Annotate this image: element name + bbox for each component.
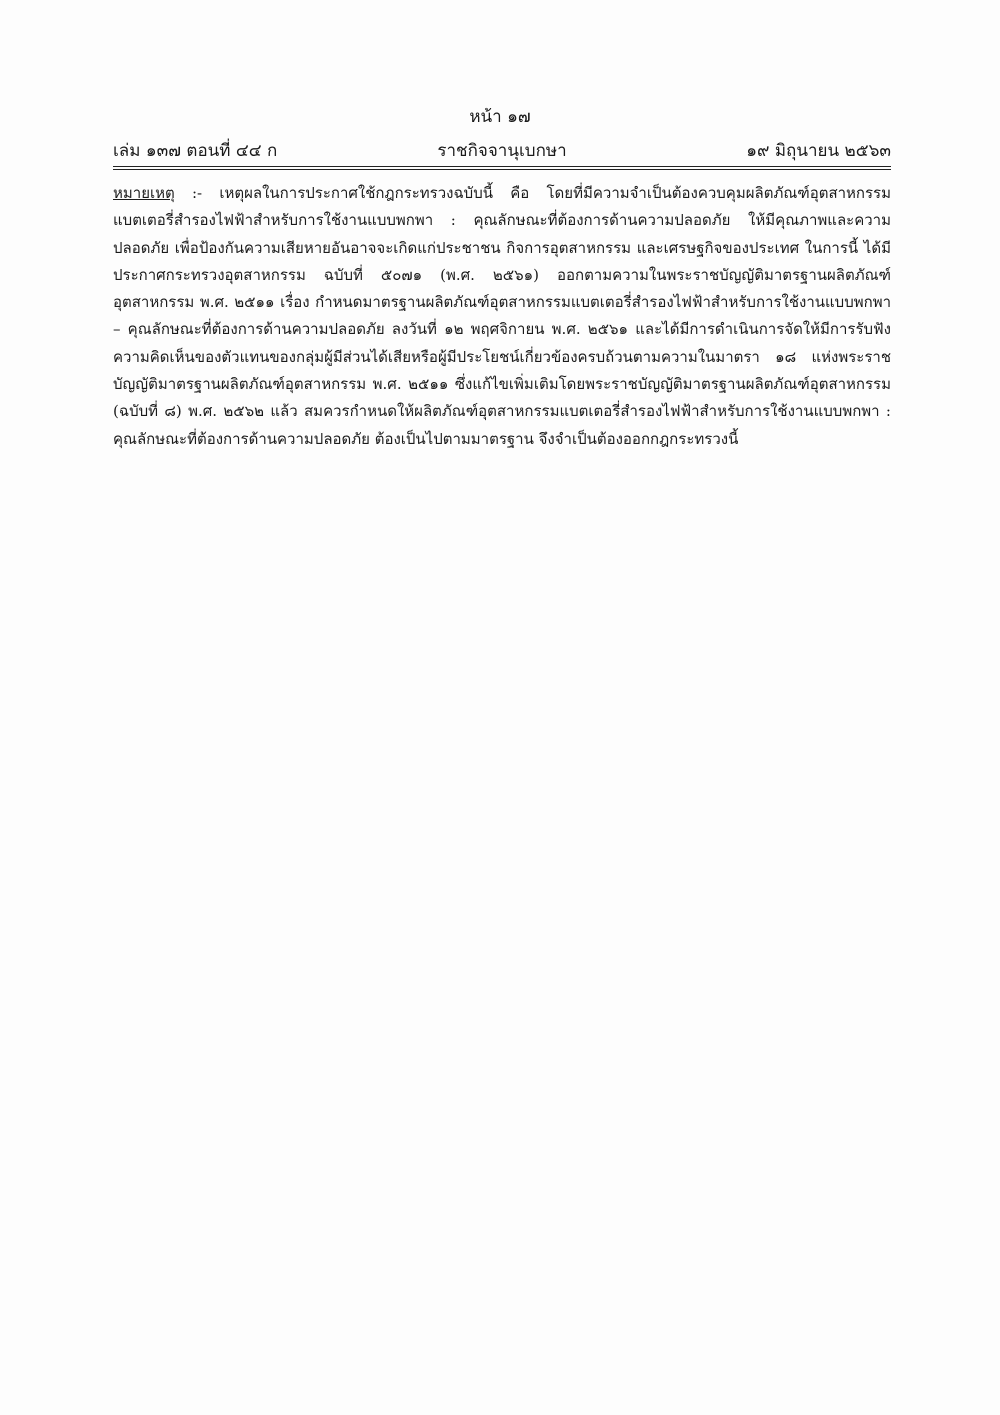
- volume-section: เล่ม ๑๓๗ ตอนที่ ๔๔ ก: [113, 140, 278, 161]
- publication-title: ราชกิจจานุเบกษา: [437, 140, 567, 161]
- gazette-header: [113, 137, 891, 163]
- note-paragraph: [113, 180, 891, 453]
- page-number: หน้า ๑๗: [469, 107, 531, 127]
- note-text: :- เหตุผลในการประกาศใช้กฎกระทรวงฉบับนี้ คือ โดยที่มีความจำเป็นต้องควบคุมผลิตภัณฑ์อุตสาหกรรมแบตเตอรี่สำรองไฟฟ้าสำหรับการใช้งานแบบพกพา : คุณลักษณะที่ต้องการด้านความปลอดภัย ให้มีคุณภาพและความปลอดภัย เพื่อป้องกันความเสียหายอันอาจจะเกิดแก่ประชาชน กิจการอุตสาหกรรม และเศรษฐกิจของประเทศ ในการนี้ ได้มีประกาศกระทรวงอุตสาหกรรม ฉบับที่ ๕๐๗๑ (พ.ศ. ๒๕๖๑) ออกตามความในพระราชบัญญัติมาตรฐานผลิตภัณฑ์อุตสาหกรรม พ.ศ. ๒๕๑๑ เรื่อง กำหนดมาตรฐานผลิตภัณฑ์อุตสาหกรรมแบตเตอรี่สำรองไฟฟ้าสำหรับการใช้งานแบบพกพา – คุณลักษณะที่ต้องการด้านความปลอดภัย ลงวันที่ ๑๒ พฤศจิกายน พ.ศ. ๒๕๖๑ และได้มีการดำเนินการจัดให้มีการรับฟังความคิดเห็นของตัวแทนของกลุ่มผู้มีส่วนได้เสียหรือผู้มีประโยชน์เกี่ยวข้องครบถ้วนตามความในมาตรา ๑๘ แห่งพระราชบัญญัติมาตรฐานผลิตภัณฑ์อุตสาหกรรม พ.ศ. ๒๕๑๑ ซึ่งแก้ไขเพิ่มเติมโดยพระราชบัญญัติมาตรฐานผลิตภัณฑ์อุตสาหกรรม (ฉบับที่ ๘) พ.ศ. ๒๕๖๒ แล้ว สมควรกำหนดให้ผลิตภัณฑ์อุตสาหกรรมแบตเตอรี่สำรองไฟฟ้าสำหรับการใช้งานแบบพกพา : คุณลักษณะที่ต้องการด้านความปลอดภัย ต้องเป็นไปตามมาตรฐาน จึงจำเป็นต้องออกกฎกระทรวงนี้: [113, 184, 891, 448]
- header-divider-top: [113, 166, 891, 167]
- header-divider-bottom: [113, 169, 891, 170]
- issue-date: ๑๙ มิถุนายน ๒๕๖๓: [746, 140, 891, 161]
- note-label: หมายเหตุ: [113, 184, 175, 202]
